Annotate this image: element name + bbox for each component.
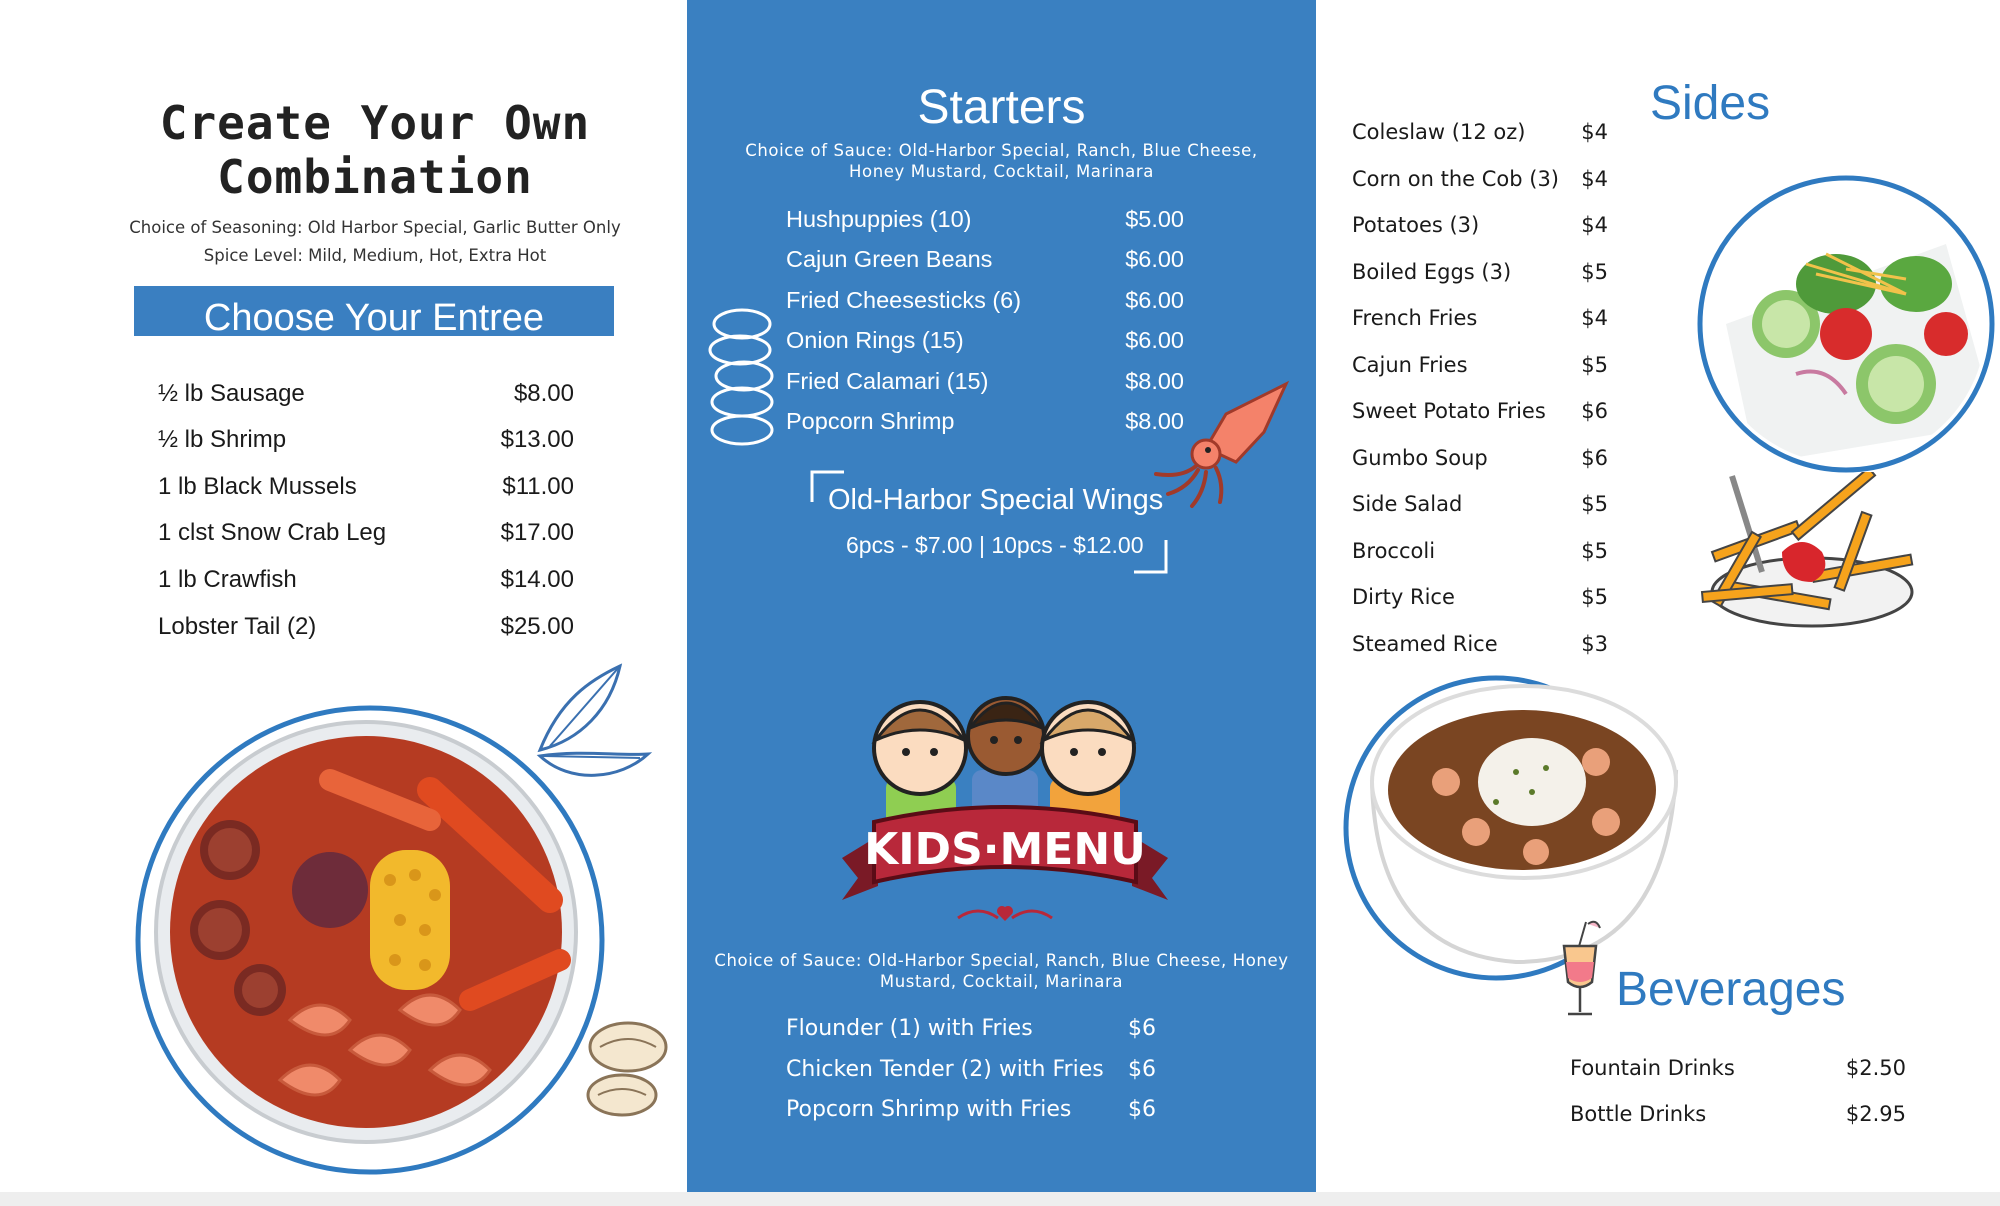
bottom-strip bbox=[0, 1192, 2000, 1206]
kids-row bbox=[786, 1016, 1156, 1041]
side-name: Steamed Rice bbox=[1352, 632, 1498, 656]
starters-sauce-line1: Choice of Sauce: Old-Harbor Special, Ranch, Blue Cheese, bbox=[745, 141, 1258, 160]
side-name: Gumbo Soup bbox=[1352, 446, 1488, 470]
kids-row bbox=[786, 1057, 1156, 1082]
wings-price: 6pcs - $7.00 | 10pcs - $12.00 bbox=[846, 532, 1144, 558]
spice-level-note: Spice Level: Mild, Medium, Hot, Extra Hot bbox=[203, 246, 547, 265]
entree-row bbox=[158, 613, 574, 641]
side-price: $5 bbox=[1581, 260, 1608, 284]
combination-title-line2: Combination bbox=[217, 150, 533, 204]
starter-price: $5.00 bbox=[1125, 206, 1184, 232]
starter-name: Fried Cheesesticks (6) bbox=[786, 287, 1022, 313]
combination-title-line1: Create Your Own bbox=[159, 96, 591, 150]
side-row bbox=[1352, 306, 1608, 330]
side-name: Potatoes (3) bbox=[1352, 213, 1480, 237]
side-price: $5 bbox=[1581, 492, 1608, 516]
side-price: $4 bbox=[1581, 213, 1608, 237]
side-name: Dirty Rice bbox=[1352, 585, 1455, 609]
side-salad-image bbox=[1696, 174, 2000, 474]
entree-name: 1 lb Black Mussels bbox=[158, 473, 357, 500]
starter-row bbox=[786, 287, 1184, 314]
side-price: $6 bbox=[1581, 446, 1608, 470]
side-name: Sweet Potato Fries bbox=[1352, 399, 1546, 423]
entree-row bbox=[158, 519, 574, 547]
side-price: $4 bbox=[1581, 167, 1608, 191]
kids-item-price: $6 bbox=[1128, 1097, 1156, 1122]
entree-name: ½ lb Shrimp bbox=[158, 426, 287, 453]
side-price: $3 bbox=[1581, 632, 1608, 656]
gumbo-soup-image bbox=[1336, 672, 1692, 982]
side-name: Boiled Eggs (3) bbox=[1352, 260, 1512, 284]
side-name: Corn on the Cob (3) bbox=[1352, 167, 1559, 191]
side-row bbox=[1352, 399, 1608, 423]
side-row bbox=[1352, 260, 1608, 284]
kids-sauce-line1: Choice of Sauce: Old-Harbor Special, Ranch, Blue Cheese, Honey bbox=[714, 951, 1289, 970]
side-name: Side Salad bbox=[1352, 492, 1463, 516]
side-price: $5 bbox=[1581, 585, 1608, 609]
starter-row bbox=[786, 206, 1184, 233]
entree-price: $17.00 bbox=[500, 519, 574, 546]
side-row bbox=[1352, 446, 1608, 470]
starter-price: $8.00 bbox=[1125, 368, 1184, 394]
starter-name: Cajun Green Beans bbox=[786, 246, 993, 272]
kids-menu-banner-text: KIDS·MENU bbox=[864, 824, 1146, 875]
sides-title: Sides bbox=[1650, 77, 1771, 130]
kids-item-price: $6 bbox=[1128, 1016, 1156, 1041]
kids-item-name: Flounder (1) with Fries bbox=[786, 1016, 1033, 1041]
kids-sauce-line2: Mustard, Cocktail, Marinara bbox=[879, 972, 1124, 991]
starter-name: Onion Rings (15) bbox=[786, 327, 964, 353]
side-price: $6 bbox=[1581, 399, 1608, 423]
side-price: $4 bbox=[1581, 120, 1608, 144]
starter-name: Popcorn Shrimp bbox=[786, 408, 955, 434]
entree-price: $13.00 bbox=[500, 426, 574, 453]
entree-name: Lobster Tail (2) bbox=[158, 613, 317, 640]
beverage-price: $2.50 bbox=[1845, 1056, 1906, 1080]
seafood-boil-image bbox=[130, 700, 610, 1180]
side-row bbox=[1352, 120, 1608, 144]
onion-rings-icon bbox=[702, 302, 782, 454]
beverage-name: Fountain Drinks bbox=[1570, 1056, 1735, 1080]
side-name: French Fries bbox=[1352, 306, 1478, 330]
side-row bbox=[1352, 353, 1608, 377]
kids-item-name: Chicken Tender (2) with Fries bbox=[786, 1057, 1104, 1082]
side-price: $5 bbox=[1581, 539, 1608, 563]
side-row bbox=[1352, 213, 1608, 237]
side-name: Cajun Fries bbox=[1352, 353, 1468, 377]
starter-row bbox=[786, 368, 1184, 395]
side-price: $5 bbox=[1581, 353, 1608, 377]
kids-row bbox=[786, 1097, 1156, 1122]
entree-name: 1 clst Snow Crab Leg bbox=[158, 519, 387, 546]
kids-menu-illustration bbox=[838, 686, 1172, 946]
side-row bbox=[1352, 492, 1608, 516]
entree-price: $14.00 bbox=[500, 566, 574, 593]
entree-price: $11.00 bbox=[502, 473, 574, 500]
beverages-title: Beverages bbox=[1616, 963, 1846, 1016]
side-row bbox=[1352, 632, 1608, 656]
beverage-row bbox=[1570, 1102, 1906, 1126]
side-row bbox=[1352, 585, 1608, 609]
entree-price: $8.00 bbox=[513, 380, 574, 407]
starter-price: $8.00 bbox=[1125, 408, 1184, 434]
entree-price: $25.00 bbox=[500, 613, 574, 640]
beverage-price: $2.95 bbox=[1845, 1102, 1906, 1126]
entree-row bbox=[158, 380, 574, 408]
kids-item-price: $6 bbox=[1128, 1057, 1156, 1082]
beverage-row bbox=[1570, 1056, 1906, 1080]
french-fries-icon bbox=[1692, 472, 1926, 644]
side-row bbox=[1352, 539, 1608, 563]
side-row bbox=[1352, 167, 1608, 191]
side-price: $4 bbox=[1581, 306, 1608, 330]
side-name: Broccoli bbox=[1352, 539, 1436, 563]
starters-sauce-line2: Honey Mustard, Cocktail, Marinara bbox=[849, 162, 1154, 181]
entree-row bbox=[158, 566, 574, 594]
seasoning-note: Choice of Seasoning: Old Harbor Special, Garlic Butter Only bbox=[129, 218, 621, 237]
entree-row bbox=[158, 426, 574, 454]
starter-row bbox=[786, 408, 1184, 435]
combination-title bbox=[120, 96, 630, 204]
side-name: Coleslaw (12 oz) bbox=[1352, 120, 1526, 144]
starter-name: Hushpuppies (10) bbox=[786, 206, 972, 232]
starter-price: $6.00 bbox=[1125, 246, 1184, 272]
kids-item-name: Popcorn Shrimp with Fries bbox=[786, 1097, 1072, 1122]
entree-name: 1 lb Crawfish bbox=[158, 566, 297, 593]
starter-name: Fried Calamari (15) bbox=[786, 368, 989, 394]
starters-title: Starters bbox=[917, 81, 1086, 134]
starter-row bbox=[786, 327, 1184, 354]
wings-title: Old-Harbor Special Wings bbox=[828, 484, 1164, 516]
starter-price: $6.00 bbox=[1125, 327, 1184, 353]
entree-row bbox=[158, 473, 574, 501]
entree-header: Choose Your Entree bbox=[134, 286, 614, 336]
beverage-name: Bottle Drinks bbox=[1570, 1102, 1707, 1126]
cocktail-icon bbox=[1556, 920, 1604, 1020]
oyster-icon bbox=[584, 1015, 674, 1125]
starter-price: $6.00 bbox=[1125, 287, 1184, 313]
entree-name: ½ lb Sausage bbox=[158, 380, 305, 407]
starter-row bbox=[786, 246, 1184, 273]
